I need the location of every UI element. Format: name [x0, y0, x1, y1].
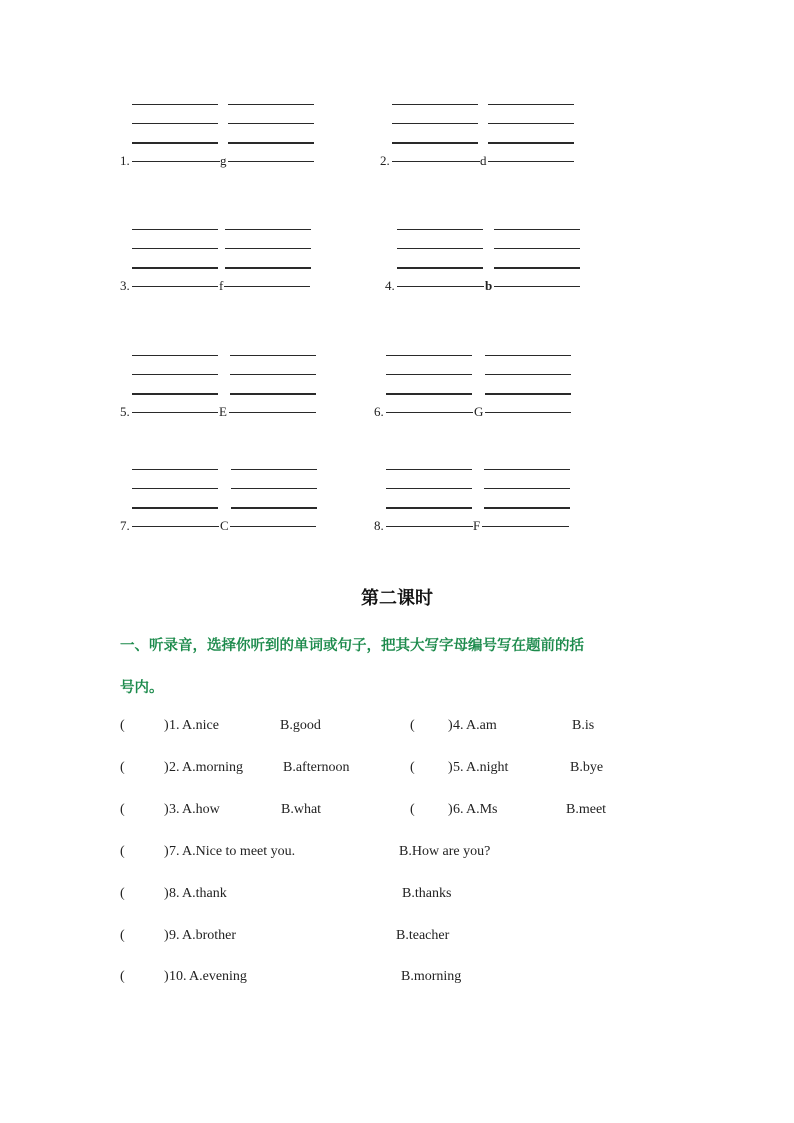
baseline-left — [386, 412, 473, 413]
baseline-right — [224, 286, 310, 287]
question-row — [120, 928, 680, 948]
option-a: A.am — [466, 718, 497, 733]
writing-lines-left — [132, 468, 218, 512]
instruction-line-2: 号内。 — [120, 680, 164, 696]
letter-item-2 — [380, 103, 590, 168]
baseline-right — [488, 161, 574, 162]
baseline-right — [229, 412, 316, 413]
baseline-left — [397, 286, 484, 287]
answer-paren-open[interactable]: ( — [410, 760, 415, 775]
item-number: 8. — [374, 518, 384, 533]
instruction-line-1: 一、听录音，选择你听到的单词或句子，把其大写字母编号写在题前的括 — [120, 638, 584, 654]
given-letter: C — [220, 518, 229, 533]
baseline-left — [132, 161, 220, 162]
writing-lines-right — [230, 354, 316, 398]
option-b: B.afternoon — [283, 760, 350, 775]
letter-item-4 — [385, 228, 595, 293]
question-row — [120, 718, 680, 738]
answer-paren-close: ) — [164, 844, 169, 859]
letter-item-3 — [120, 228, 330, 293]
item-number: 4. — [385, 278, 395, 293]
baseline-right — [230, 526, 316, 527]
writing-lines-right — [225, 228, 311, 272]
baseline-row — [374, 404, 584, 420]
item-number: 2. — [380, 153, 390, 168]
option-b: B.bye — [570, 760, 604, 775]
answer-paren-close: ) — [448, 760, 453, 775]
baseline-row — [120, 278, 330, 294]
baseline-row — [380, 153, 590, 169]
question-row — [120, 969, 680, 989]
answer-paren-open[interactable]: ( — [410, 802, 415, 817]
question-number: 8. — [169, 886, 180, 901]
question-number: 7. — [169, 844, 180, 859]
item-number: 1. — [120, 153, 130, 168]
question-row — [120, 844, 680, 864]
baseline-row — [120, 404, 330, 420]
baseline-row — [120, 518, 330, 534]
baseline-left — [132, 286, 218, 287]
option-a: A.evening — [189, 969, 247, 984]
given-letter: F — [473, 518, 481, 533]
option-b: B.teacher — [396, 928, 450, 943]
answer-paren-close: ) — [164, 802, 169, 817]
given-letter: f — [219, 278, 224, 293]
lesson-title: 第二课时 — [361, 588, 433, 609]
option-b: B.thanks — [402, 886, 452, 901]
item-number: 5. — [120, 404, 130, 419]
answer-paren-close: ) — [448, 802, 453, 817]
answer-paren-open[interactable]: ( — [120, 969, 125, 984]
writing-lines-left — [132, 354, 218, 398]
question-number: 9. — [169, 928, 180, 943]
writing-lines-right — [485, 354, 571, 398]
baseline-left — [386, 526, 473, 527]
baseline-right — [482, 526, 569, 527]
writing-lines-left — [132, 103, 218, 147]
writing-lines-right — [488, 103, 574, 147]
given-letter: G — [474, 404, 484, 419]
baseline-left — [132, 526, 219, 527]
option-a: A.nice — [182, 718, 219, 733]
writing-lines-left — [386, 354, 472, 398]
option-a: A.thank — [182, 886, 227, 901]
answer-paren-open[interactable]: ( — [120, 760, 125, 775]
answer-paren-open[interactable]: ( — [120, 928, 125, 943]
baseline-left — [132, 412, 218, 413]
question-number: 1. — [169, 718, 180, 733]
baseline-row — [374, 518, 584, 534]
answer-paren-close: ) — [164, 886, 169, 901]
writing-lines-right — [231, 468, 317, 512]
option-a: A.morning — [182, 760, 244, 775]
question-row — [120, 886, 680, 906]
letter-writing-exercise — [0, 0, 794, 560]
item-number: 6. — [374, 404, 384, 419]
item-number: 3. — [120, 278, 130, 293]
answer-paren-open[interactable]: ( — [120, 844, 125, 859]
question-number: 6. — [453, 802, 464, 817]
writing-lines-right — [484, 468, 570, 512]
baseline-right — [485, 412, 571, 413]
letter-item-5 — [120, 354, 330, 419]
option-b: B.good — [280, 718, 321, 733]
letter-item-6 — [374, 354, 584, 419]
question-number: 3. — [169, 802, 180, 817]
question-number: 10. — [169, 969, 187, 984]
letter-item-7 — [120, 468, 330, 533]
baseline-right — [494, 286, 580, 287]
answer-paren-open[interactable]: ( — [120, 802, 125, 817]
letter-item-8 — [374, 468, 584, 533]
baseline-right — [228, 161, 314, 162]
question-number: 4. — [453, 718, 464, 733]
answer-paren-close: ) — [164, 718, 169, 733]
question-row — [120, 802, 680, 822]
question-number: 2. — [169, 760, 180, 775]
answer-paren-close: ) — [164, 760, 169, 775]
given-letter: d — [480, 153, 487, 168]
option-a: A.Ms — [466, 802, 498, 817]
given-letter: b — [485, 278, 493, 293]
answer-paren-close: ) — [448, 718, 453, 733]
option-a: A.how — [182, 802, 220, 817]
writing-lines-left — [132, 228, 218, 272]
given-letter: g — [220, 153, 227, 168]
option-b: B.meet — [566, 802, 607, 817]
writing-lines-right — [494, 228, 580, 272]
item-number: 7. — [120, 518, 130, 533]
answer-paren-close: ) — [164, 969, 169, 984]
writing-lines-left — [392, 103, 478, 147]
writing-lines-left — [386, 468, 472, 512]
given-letter: E — [219, 404, 227, 419]
option-b: B.is — [572, 718, 595, 733]
answer-paren-open[interactable]: ( — [410, 718, 415, 733]
baseline-row — [385, 278, 595, 294]
writing-lines-left — [397, 228, 483, 272]
answer-paren-close: ) — [164, 928, 169, 943]
baseline-left — [392, 161, 480, 162]
option-b: B.morning — [401, 969, 462, 984]
letter-item-1 — [120, 103, 330, 168]
question-number: 5. — [453, 760, 464, 775]
answer-paren-open[interactable]: ( — [120, 886, 125, 901]
writing-lines-right — [228, 103, 314, 147]
baseline-row — [120, 153, 330, 169]
option-b: B.what — [281, 802, 322, 817]
answer-paren-open[interactable]: ( — [120, 718, 125, 733]
option-a: A.night — [466, 760, 509, 775]
option-b: B.How are you? — [399, 844, 491, 859]
option-a: A.brother — [182, 928, 237, 943]
question-row — [120, 760, 680, 780]
option-a: A.Nice to meet you. — [182, 844, 296, 859]
